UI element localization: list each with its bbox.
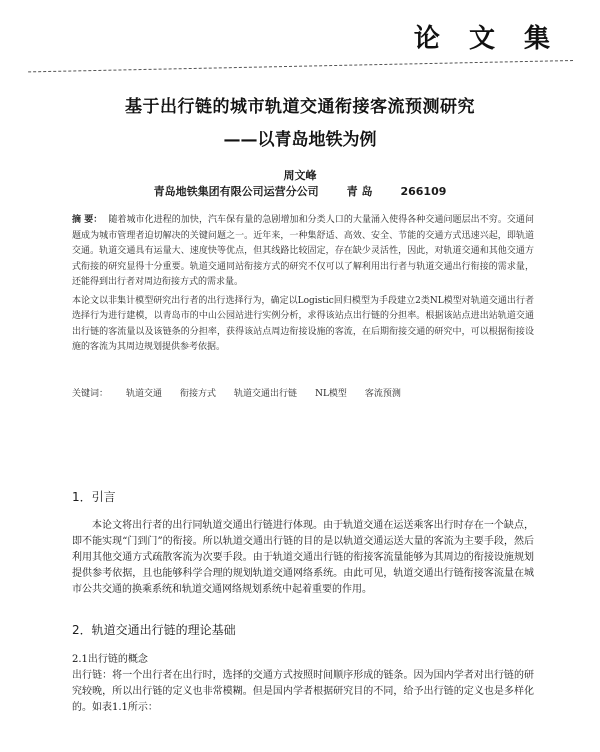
section-header-label: 论 文 集 [413,24,560,54]
abstract-label: 摘 要： [72,215,103,225]
keyword-item: 轨道交通出行链 [234,389,298,399]
affiliation-postcode: 266109 [400,185,447,198]
keywords-label: 关键词： [72,389,109,399]
keyword-item: 客流预测 [364,389,401,399]
section-heading-intro: 1．引言 [72,490,116,504]
author-name: 周文峰 [283,169,317,182]
abstract-para-1 [72,213,534,291]
keyword-item: 轨道交通 [126,389,163,399]
abstract [72,213,534,356]
title-subtitle: ——以青岛地铁为例 [223,130,377,150]
abstract-text-1: 随着城市化进程的加快，汽车保有量的急剧增加和分类人口的大量涌入使得各种交通问题层出不穷。交通问题成为城市管理者迫切解决的关键问题之一。近年来，一种集舒适、高效、安全、节能的交通方式迅速兴起，即轨道交通。轨道交通具有运量大、速度快等优点，但其线路比较固定，存在缺少灵活性，因此，对轨道交通和其他交通方式衔接的研究显得十分重要。轨道交通同站衔接方式的研究不仅可以了解利用出行者与轨道交通出行衔接的需求量，还能得到出行者对周边衔接方式的需求量。 [72,215,534,287]
header-rule [28,60,573,72]
title-main: 基于出行链的城市轨道交通衔接客流预测研究 [125,97,475,117]
paper-title [0,92,600,150]
concept-paragraph: 出行链：将一个出行者在出行时，选择的交通方式按照时间顺序形成的链条。因为国内学者对出行链的研究较晚，所以出行链的定义也非常模糊。但是国内学者根据研究目的不同，给予出行链的定义也是多样化的。如表1.1所示： [72,670,534,713]
intro-paragraph: 本论文将出行者的出行同轨道交通出行链进行体现。由于轨道交通在运送乘客出行时存在一个缺点，即不能实现“门到门”的衔接。所以轨道交通出行链的目的是以轨道交通运送大量的客流为主要手段，然后利用其他交通方式疏散客流为次要手段。由于轨道交通出行链的衔接客流量能够为其周边的衔接设施规划提供参考依据，且也能够科学合理的规划轨道交通网络系统。由此可见，轨道交通出行链衔接客流量在城市公共交通的换乘系统和轨道交通网络规划系统中起着重要的作用。 [72,520,534,595]
affiliation-city: 青 岛 [346,185,373,198]
affiliation-organization: 青岛地铁集团有限公司运营分公司 [153,185,319,198]
section-heading-theory: 2．轨道交通出行链的理论基础 [72,623,236,637]
author-affiliation [0,183,600,199]
keywords [72,386,534,399]
keyword-item: NL模型 [315,389,347,399]
subsection-heading-concept: 2.1出行链的概念 [72,654,148,665]
abstract-para-2: 本论文以非集计模型研究出行者的出行选择行为，确定以Logistic回归模型为手段建立2类NL模型对轨道交通出行者选择行为进行建模，以青岛市的中山公园站进行实例分析，求得该站点出行链的分担率。根据该站点进出站轨道交通出行链的客流量以及该链条的分担率，获得该站点周边衔接设施的客流，在后期衔接交通的研究中，可以根据衔接设施的客流为其周边规划提供参考依据。 [72,295,534,352]
keyword-item: 衔接方式 [180,389,217,399]
